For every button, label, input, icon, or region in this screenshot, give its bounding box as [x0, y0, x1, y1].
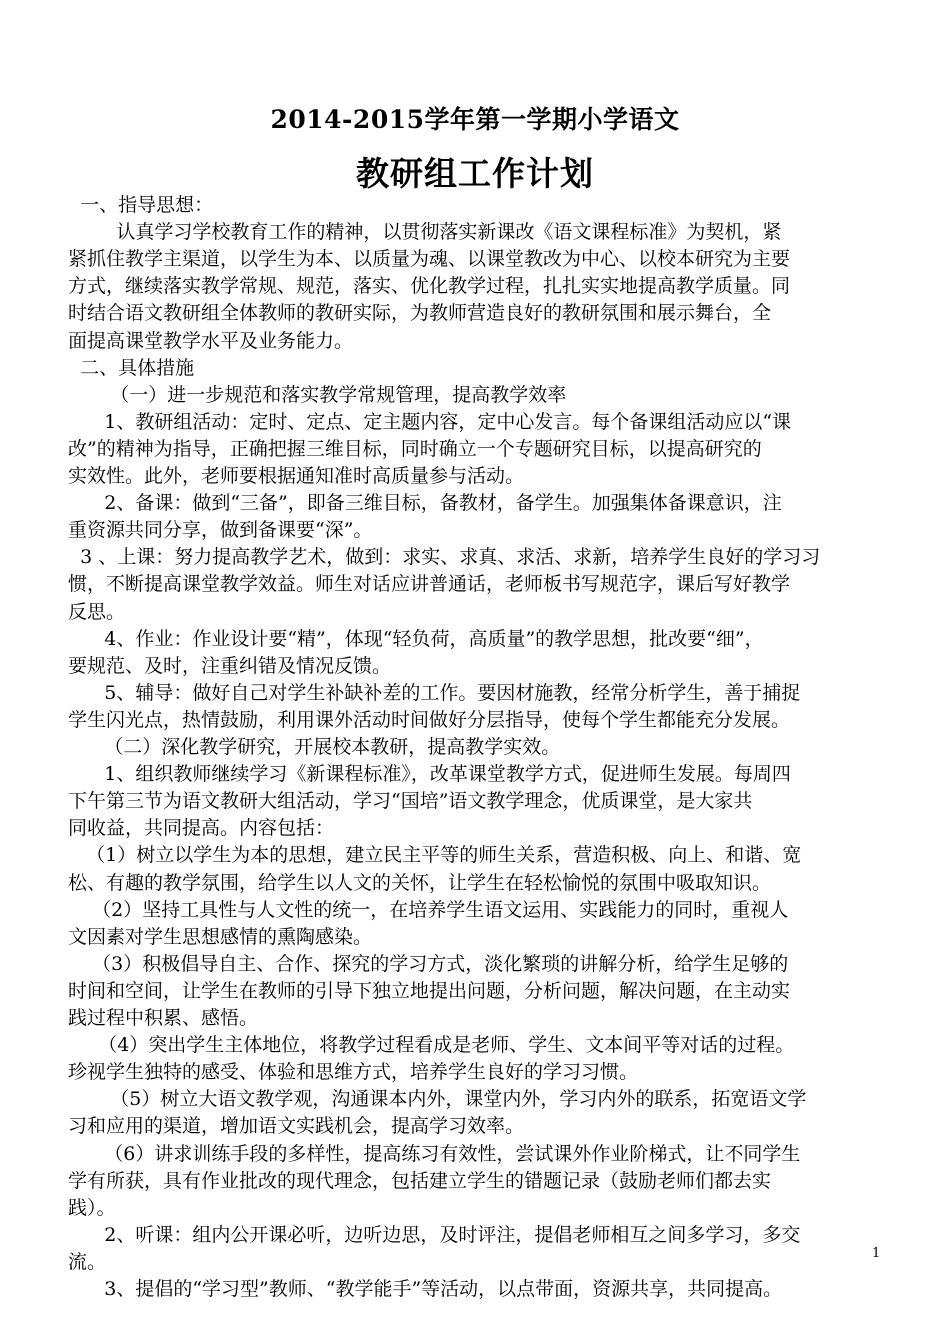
body-line: 同收益，共同提高。内容包括：	[68, 817, 335, 840]
body-line: 3 、上课：努力提高教学艺术，做到：求实、求真、求活、求新，培养学生良好的学习习	[68, 546, 821, 569]
body-line: （一）进一步规范和落实教学常规管理，提高教学效率	[68, 383, 567, 406]
body-line: 学生闪光点，热情鼓励，利用课外活动时间做好分层指导，使每个学生都能充分发展。	[68, 708, 791, 731]
body-line: 惯，不断提高课堂教学效益。师生对话应讲普通话，老师板书写规范字，课后写好教学	[68, 573, 791, 596]
body-line: 一、指导思想：	[68, 194, 214, 216]
body-line: 改”的精神为指导，正确把握三维目标，同时确立一个专题研究目标，以提高研究的	[68, 437, 762, 460]
page-number: 1	[872, 1246, 881, 1261]
body-line: 面提高课堂教学水平及业务能力。	[68, 329, 354, 352]
body-line: 二、具体措施	[68, 356, 195, 379]
body-line: 学有所获，具有作业批改的现代理念，包括建立学生的错题记录（鼓励老师们都去实	[68, 1169, 772, 1192]
body-line: 珍视学生独特的感受、体验和思维方式，培养学生良好的学习习惯。	[68, 1061, 639, 1084]
body-line: 2、听课：组内公开课必听，边听边思，及时评注，提倡老师相互之间多学习，多交	[68, 1223, 801, 1246]
body-line: 时间和空间，让学生在教师的引导下独立地提出问题，分析问题，解决问题，在主动实	[68, 979, 791, 1002]
body-line: 2、备课：做到“三备”，即备三维目标，备教材，备学生。加强集体备课意识，注	[68, 492, 782, 515]
body-line: 反思。	[68, 600, 126, 623]
body-line: 1、教研组活动：定时、定点、定主题内容，定中心发言。每个备课组活动应以“课	[68, 410, 792, 433]
body-line: （1）树立以学生为本的思想，建立民主平等的师生关系，营造积极、向上、和谐、宽	[68, 844, 802, 867]
body-line: 实效性。此外，老师要根据通知准时高质量参与活动。	[68, 465, 525, 487]
body-line: （3）积极倡导自主、合作、探究的学习方式，淡化繁琐的讲解分析，给学生足够的	[68, 952, 789, 975]
body-line: 认真学习学校教育工作的精神，以贯彻落实新课改《语文课程标准》为契机，紧	[68, 221, 782, 244]
body-line: 下午第三节为语文教研大组活动，学习“国培”语文教学理念，优质课堂，是大家共	[68, 790, 753, 813]
document-title: 2014-2015学年第一学期小学语文	[270, 105, 680, 134]
body-line: 践）。	[68, 1196, 116, 1219]
body-line: （二）深化教学研究，开展校本教研，提高教学实效。	[68, 736, 561, 758]
body-line: 重资源共同分享，做到备课要“深”。	[68, 519, 373, 542]
body-line: 方式，继续落实教学常规、规范，落实、优化教学过程，扎扎实实地提高教学质量。同	[68, 275, 791, 298]
body-line: 1、组织教师继续学习《新课程标准》，改革课堂教学方式，促进师生发展。每周四	[68, 763, 791, 786]
body-line: 紧抓住教学主渠道，以学生为本、以质量为魂、以课堂教改为中心、以校本研究为主要	[68, 248, 791, 271]
body-line: 时结合语文教研组全体教师的教研实际，为教师营造良好的教研氛围和展示舞台，全	[68, 302, 772, 325]
body-line: 3、提倡的“学习型”教师、“教学能手”等活动，以点带面，资源共享，共同提高。	[68, 1278, 783, 1300]
body-line: （2）坚持工具性与人文性的统一，在培养学生语文运用、实践能力的同时，重视人	[68, 898, 789, 921]
document-subtitle: 教研组工作计划	[356, 154, 594, 193]
body-line: 践过程中积累、感悟。	[68, 1007, 259, 1029]
body-line: （4）突出学生主体地位，将教学过程看成是老师、学生、文本间平等对话的过程。	[68, 1034, 795, 1057]
body-line: （6）讲求训练手段的多样性，提高练习有效性，尝试课外作业阶梯式，让不同学生	[68, 1142, 801, 1165]
body-line: 4、作业：作业设计要“精”，体现“轻负荷，高质量”的教学思想，批改要“细”，	[68, 627, 764, 650]
body-line: 习和应用的渠道，增加语文实践机会，提高学习效率。	[68, 1115, 525, 1138]
body-line: 文因素对学生思想感情的熏陶感染。	[68, 925, 373, 948]
body-line: 5、辅导：做好自己对学生补缺补差的工作。要因材施教，经常分析学生，善于捕捉	[68, 681, 801, 704]
body-line: 松、有趣的教学氛围，给学生以人文的关怀，让学生在轻松愉悦的氛围中吸取知识。	[68, 871, 772, 894]
body-line: （5）树立大语文教学观，沟通课本内外，课堂内外，学习内外的联系，拓宽语文学	[68, 1088, 807, 1111]
body-line: 流。	[68, 1250, 107, 1273]
body-line: 要规范、及时，注重纠错及情况反馈。	[68, 654, 392, 677]
